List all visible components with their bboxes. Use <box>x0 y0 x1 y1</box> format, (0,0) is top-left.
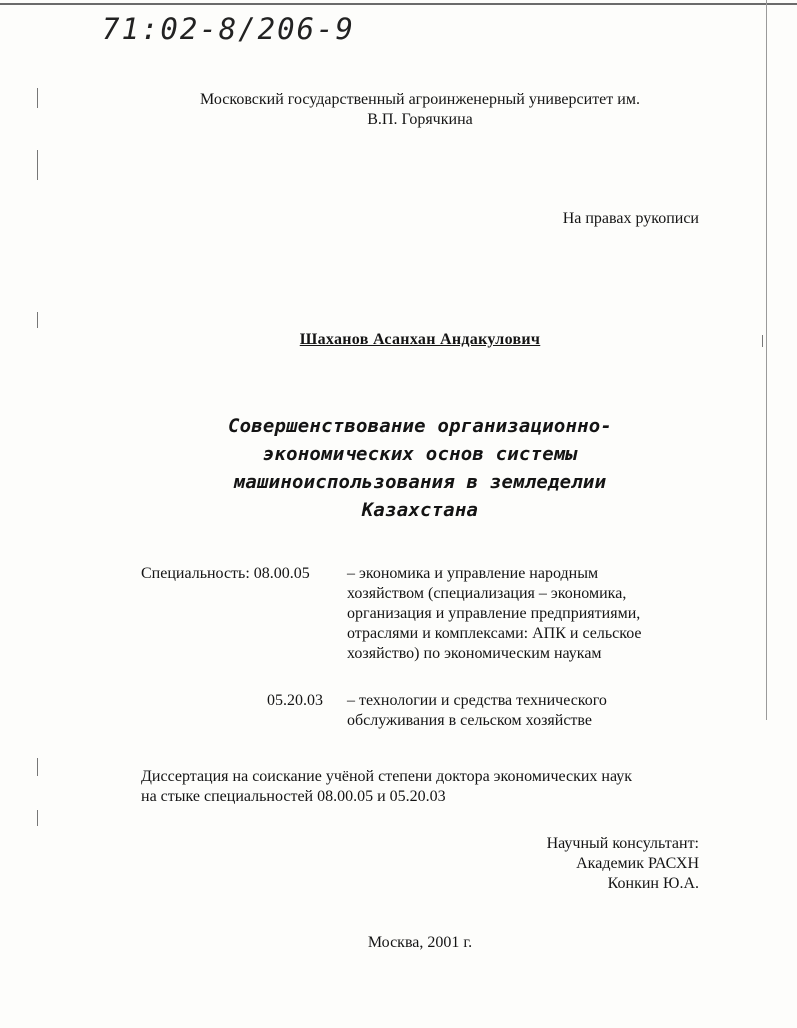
specialty-code-2: 05.20.03 <box>267 692 323 709</box>
scientific-consultant <box>547 834 699 894</box>
city-year: Москва, 2001 г. <box>367 934 473 951</box>
title-line-1: Совершенствование организационно- <box>227 415 613 437</box>
dissertation-line-1: Диссертация на соискание учёной степени доктора экономических наук <box>141 768 633 785</box>
author-name: Шаханов Асанхан Андакулович <box>299 331 541 348</box>
scan-mark <box>37 758 38 776</box>
specialty-desc-line: хозяйство) по экономическим наукам <box>347 645 602 662</box>
university-name <box>100 90 740 130</box>
scan-mark <box>37 312 38 328</box>
specialty-description-1 <box>347 564 687 664</box>
scan-mark <box>37 810 38 826</box>
consultant-line-1: Научный консультант: <box>546 835 699 852</box>
university-line-2: В.П. Горячкина <box>367 111 473 128</box>
specialty-desc-line: – технологии и средства технического <box>347 692 607 709</box>
title-line-4: Казахстана <box>361 499 479 521</box>
handwritten-number-text: 71:02-8/206-9 <box>102 12 355 46</box>
handwritten-catalog-number <box>60 6 400 50</box>
scan-mark <box>37 150 38 180</box>
scan-edge-right <box>766 0 767 720</box>
dissertation-title <box>150 412 690 524</box>
specialty-desc-line: – экономика и управление народным <box>347 565 599 582</box>
rights-note: На правах рукописи <box>562 210 699 227</box>
scan-edge-top <box>0 3 797 5</box>
handwritten-number-drawing <box>60 6 400 50</box>
specialty-desc-line: хозяйством (специализация – экономика, <box>347 585 627 602</box>
dissertation-line-2: на стыке специальностей 08.00.05 и 05.20.03 <box>141 788 446 805</box>
scan-mark <box>762 335 763 347</box>
university-line-1: Московский государственный агроинженерный университет им. <box>200 91 640 108</box>
specialty-description-2 <box>347 691 687 731</box>
consultant-line-2: Академик РАСХН <box>576 855 699 872</box>
consultant-line-3: Конкин Ю.А. <box>607 875 699 892</box>
title-line-3: машиноиспользования в земледелии <box>233 471 607 493</box>
title-line-2: экономических основ системы <box>262 443 578 465</box>
specialty-desc-line: организация и управление предприятиями, <box>347 605 641 622</box>
specialty-label: Специальность: 08.00.05 <box>141 565 310 582</box>
dissertation-statement <box>141 767 721 807</box>
scan-mark <box>37 88 38 108</box>
specialty-desc-line: отраслями и комплексами: АПК и сельское <box>347 625 642 642</box>
specialty-desc-line: обслуживания в сельском хозяйстве <box>347 712 592 729</box>
